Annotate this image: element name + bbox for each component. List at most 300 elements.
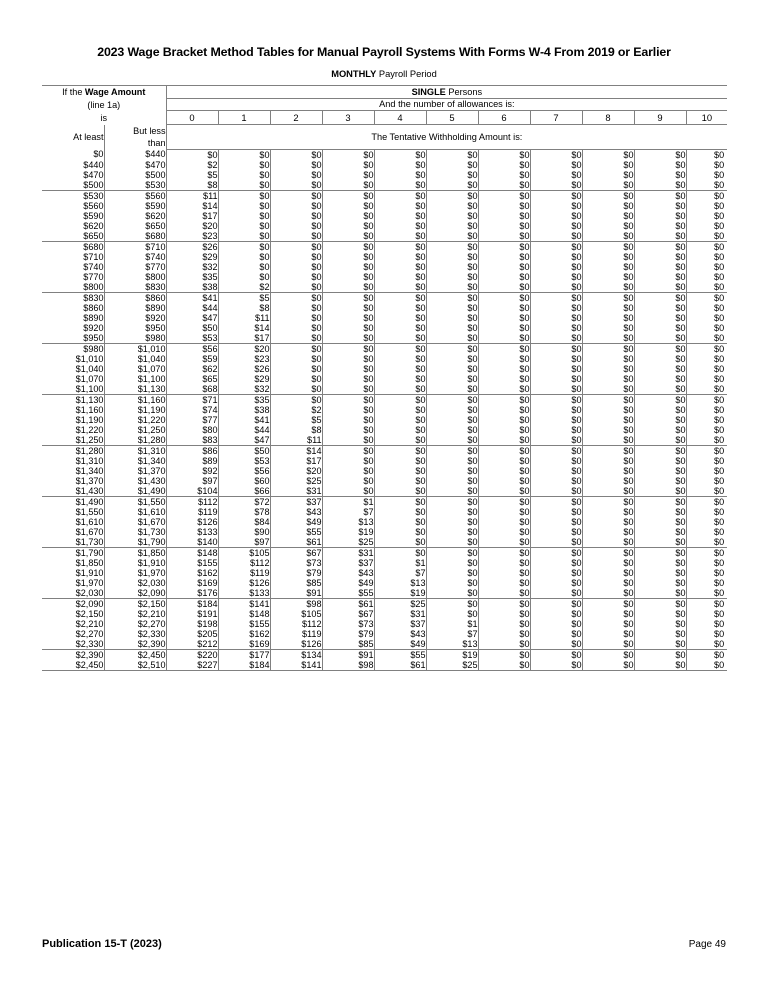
- cell-withholding-allowance-1: $84: [218, 517, 270, 527]
- cell-withholding-allowance-4: $0: [374, 547, 426, 558]
- cell-withholding-allowance-3: $0: [322, 364, 374, 374]
- cell-withholding-allowance-9: $0: [634, 241, 686, 252]
- cell-withholding-allowance-0: $89: [166, 456, 218, 466]
- cell-withholding-allowance-6: $0: [478, 252, 530, 262]
- cell-withholding-allowance-4: $0: [374, 374, 426, 384]
- cell-withholding-allowance-9: $0: [634, 170, 686, 180]
- cell-withholding-allowance-9: $0: [634, 374, 686, 384]
- wage-amount-prefix: If the: [62, 86, 85, 97]
- cell-but-less-than: $740: [104, 252, 166, 262]
- cell-withholding-allowance-0: $35: [166, 272, 218, 282]
- cell-withholding-allowance-0: $155: [166, 558, 218, 568]
- cell-withholding-allowance-3: $43: [322, 568, 374, 578]
- cell-at-least: $0: [42, 149, 104, 160]
- cell-withholding-allowance-8: $0: [582, 466, 634, 476]
- cell-withholding-allowance-3: $67: [322, 609, 374, 619]
- cell-withholding-allowance-1: $0: [218, 149, 270, 160]
- cell-withholding-allowance-7: $0: [530, 639, 582, 650]
- cell-withholding-allowance-8: $0: [582, 598, 634, 609]
- cell-withholding-allowance-6: $0: [478, 425, 530, 435]
- cell-withholding-allowance-6: $0: [478, 578, 530, 588]
- cell-but-less-than: $1,430: [104, 476, 166, 486]
- cell-withholding-allowance-7: $0: [530, 160, 582, 170]
- cell-withholding-allowance-9: $0: [634, 660, 686, 671]
- cell-withholding-allowance-7: $0: [530, 292, 582, 303]
- cell-withholding-allowance-9: $0: [634, 190, 686, 201]
- cell-withholding-allowance-10: $0: [714, 261, 725, 272]
- table-row: [42, 149, 727, 160]
- cell-withholding-allowance-3: $0: [322, 374, 374, 384]
- cell-withholding-allowance-0: $220: [166, 649, 218, 660]
- cell-withholding-allowance-2: $8: [270, 425, 322, 435]
- cell-withholding-allowance-2: $0: [270, 292, 322, 303]
- cell-withholding-allowance-10: $0: [714, 353, 725, 364]
- cell-withholding-allowance-10: $0: [686, 496, 727, 507]
- cell-withholding-allowance-6: $0: [478, 568, 530, 578]
- cell-withholding-allowance-0: $126: [166, 517, 218, 527]
- cell-withholding-allowance-4: $0: [374, 456, 426, 466]
- cell-withholding-allowance-2: $0: [270, 354, 322, 364]
- cell-withholding-allowance-5: $0: [426, 211, 478, 221]
- cell-withholding-allowance-8: $0: [582, 292, 634, 303]
- cell-withholding-allowance-8: $0: [582, 201, 634, 211]
- table-row: [42, 517, 727, 527]
- cell-withholding-allowance-1: $72: [218, 496, 270, 507]
- cell-withholding-allowance-9: $0: [634, 323, 686, 333]
- table-row: [42, 364, 727, 374]
- cell-withholding-allowance-4: $0: [374, 527, 426, 537]
- cell-withholding-allowance-3: $25: [322, 537, 374, 548]
- cell-withholding-allowance-8: $0: [582, 252, 634, 262]
- cell-withholding-allowance-4: $7: [374, 568, 426, 578]
- cell-withholding-allowance-4: $0: [374, 425, 426, 435]
- cell-withholding-allowance-3: $0: [322, 282, 374, 293]
- cell-withholding-allowance-10: $0: [714, 322, 725, 333]
- cell-withholding-allowance-3: $0: [322, 435, 374, 446]
- cell-withholding-allowance-6: $0: [478, 466, 530, 476]
- cell-withholding-allowance-7: $0: [530, 649, 582, 660]
- cell-withholding-allowance-10: $0: [686, 394, 727, 405]
- header-row-status: [42, 85, 727, 98]
- cell-withholding-allowance-9: $0: [634, 221, 686, 231]
- allowance-col-7: 7: [530, 111, 582, 125]
- cell-withholding-allowance-4: $0: [374, 486, 426, 497]
- cell-withholding-allowance-5: $0: [426, 354, 478, 364]
- cell-withholding-allowance-5: $0: [426, 496, 478, 507]
- cell-withholding-allowance-1: $97: [218, 537, 270, 548]
- but-less-than-header: [104, 125, 166, 150]
- cell-withholding-allowance-3: $0: [322, 231, 374, 242]
- cell-withholding-allowance-2: $61: [270, 537, 322, 548]
- cell-withholding-allowance-10: $0: [714, 628, 725, 639]
- cell-withholding-allowance-4: $0: [374, 496, 426, 507]
- cell-withholding-allowance-4: $25: [374, 598, 426, 609]
- cell-at-least: $1,370: [42, 476, 104, 486]
- cell-withholding-allowance-9: $0: [634, 231, 686, 242]
- cell-withholding-allowance-7: $0: [530, 660, 582, 671]
- cell-but-less-than: $1,070: [104, 364, 166, 374]
- cell-withholding-allowance-6: $0: [478, 333, 530, 344]
- cell-withholding-allowance-9: $0: [634, 160, 686, 170]
- cell-at-least: $1,910: [42, 568, 104, 578]
- cell-withholding-allowance-7: $0: [530, 425, 582, 435]
- cell-withholding-allowance-0: $56: [166, 343, 218, 354]
- cell-withholding-allowance-8: $0: [582, 384, 634, 395]
- cell-withholding-allowance-1: $29: [218, 374, 270, 384]
- cell-but-less-than: $2,150: [104, 598, 166, 609]
- cell-withholding-allowance-9: $0: [634, 527, 686, 537]
- cell-but-less-than: $1,280: [104, 435, 166, 446]
- cell-at-least: $680: [42, 241, 104, 252]
- cell-withholding-allowance-6: $0: [478, 405, 530, 415]
- cell-but-less-than: $1,040: [104, 354, 166, 364]
- cell-withholding-allowance-3: $0: [322, 303, 374, 313]
- cell-withholding-allowance-5: $0: [426, 313, 478, 323]
- cell-but-less-than: $2,030: [104, 578, 166, 588]
- cell-at-least: $800: [42, 282, 104, 293]
- cell-withholding-allowance-6: $0: [478, 507, 530, 517]
- cell-but-less-than: $860: [104, 292, 166, 303]
- cell-withholding-allowance-10: $0: [714, 516, 725, 527]
- cell-withholding-allowance-10: $0: [686, 343, 727, 354]
- cell-withholding-allowance-2: $0: [270, 241, 322, 252]
- cell-at-least: $1,550: [42, 507, 104, 517]
- cell-withholding-allowance-2: $37: [270, 496, 322, 507]
- cell-withholding-allowance-7: $0: [530, 558, 582, 568]
- cell-withholding-allowance-8: $0: [582, 568, 634, 578]
- cell-withholding-allowance-0: $20: [166, 221, 218, 231]
- cell-withholding-allowance-4: $0: [374, 262, 426, 272]
- cell-withholding-allowance-1: $0: [218, 221, 270, 231]
- cell-withholding-allowance-0: $83: [166, 435, 218, 446]
- table-row: [42, 527, 727, 537]
- cell-at-least: $1,490: [42, 496, 104, 507]
- cell-withholding-allowance-6: $0: [478, 456, 530, 466]
- cell-withholding-allowance-6: $0: [478, 231, 530, 242]
- cell-withholding-allowance-8: $0: [582, 282, 634, 293]
- cell-withholding-allowance-7: $0: [530, 394, 582, 405]
- wage-amount-line2: (line 1a): [87, 99, 121, 110]
- cell-withholding-allowance-8: $0: [582, 486, 634, 497]
- cell-at-least: $1,100: [42, 384, 104, 395]
- table-row: [42, 568, 727, 578]
- cell-withholding-allowance-2: $0: [270, 323, 322, 333]
- table-row: [42, 537, 727, 548]
- cell-withholding-allowance-9: $0: [634, 619, 686, 629]
- cell-withholding-allowance-7: $0: [530, 578, 582, 588]
- cell-withholding-allowance-6: $0: [478, 537, 530, 548]
- table-row: [42, 547, 727, 558]
- cell-withholding-allowance-9: $0: [634, 537, 686, 548]
- cell-withholding-allowance-1: $2: [218, 282, 270, 293]
- cell-withholding-allowance-1: $0: [218, 170, 270, 180]
- cell-withholding-allowance-9: $0: [634, 445, 686, 456]
- cell-withholding-allowance-9: $0: [634, 333, 686, 344]
- cell-withholding-allowance-9: $0: [634, 609, 686, 619]
- cell-withholding-allowance-10: $0: [714, 169, 725, 180]
- cell-withholding-allowance-9: $0: [634, 507, 686, 517]
- table-row: [42, 333, 727, 344]
- cell-withholding-allowance-10: $0: [714, 302, 725, 313]
- cell-but-less-than: $1,550: [104, 496, 166, 507]
- cell-withholding-allowance-9: $0: [634, 425, 686, 435]
- cell-withholding-allowance-4: $0: [374, 405, 426, 415]
- cell-withholding-allowance-4: $0: [374, 160, 426, 170]
- cell-withholding-allowance-0: $23: [166, 231, 218, 242]
- cell-withholding-allowance-3: $0: [322, 384, 374, 395]
- cell-withholding-allowance-7: $0: [530, 231, 582, 242]
- table-row: [42, 343, 727, 354]
- cell-withholding-allowance-6: $0: [478, 496, 530, 507]
- table-row: [42, 282, 727, 293]
- table-row: [42, 456, 727, 466]
- cell-withholding-allowance-1: $0: [218, 252, 270, 262]
- cell-withholding-allowance-10: $0: [714, 251, 725, 262]
- cell-withholding-allowance-5: $0: [426, 547, 478, 558]
- header-row-subcolumns: [42, 125, 727, 150]
- cell-withholding-allowance-7: $0: [530, 568, 582, 578]
- cell-withholding-allowance-1: $0: [218, 190, 270, 201]
- cell-at-least: $1,790: [42, 547, 104, 558]
- cell-at-least: $860: [42, 303, 104, 313]
- cell-withholding-allowance-4: $0: [374, 435, 426, 446]
- cell-withholding-allowance-9: $0: [634, 292, 686, 303]
- cell-withholding-allowance-10: $0: [714, 424, 725, 435]
- cell-withholding-allowance-10: $0: [714, 434, 725, 445]
- cell-withholding-allowance-10: $0: [714, 281, 725, 292]
- cell-withholding-allowance-4: $0: [374, 292, 426, 303]
- cell-withholding-allowance-1: $0: [218, 211, 270, 221]
- cell-withholding-allowance-0: $41: [166, 292, 218, 303]
- cell-withholding-allowance-0: $184: [166, 598, 218, 609]
- cell-withholding-allowance-3: $49: [322, 578, 374, 588]
- cell-withholding-allowance-0: $53: [166, 333, 218, 344]
- cell-at-least: $530: [42, 190, 104, 201]
- cell-withholding-allowance-0: $86: [166, 445, 218, 456]
- cell-withholding-allowance-0: $8: [166, 180, 218, 191]
- cell-withholding-allowance-4: $19: [374, 588, 426, 599]
- cell-withholding-allowance-2: $0: [270, 303, 322, 313]
- cell-withholding-allowance-8: $0: [582, 507, 634, 517]
- withholding-table: [42, 85, 727, 671]
- cell-withholding-allowance-4: $37: [374, 619, 426, 629]
- cell-withholding-allowance-8: $0: [582, 374, 634, 384]
- cell-withholding-allowance-4: $0: [374, 231, 426, 242]
- cell-withholding-allowance-9: $0: [634, 466, 686, 476]
- cell-withholding-allowance-5: $0: [426, 221, 478, 231]
- cell-withholding-allowance-1: $126: [218, 578, 270, 588]
- cell-withholding-allowance-0: $140: [166, 537, 218, 548]
- cell-withholding-allowance-6: $0: [478, 201, 530, 211]
- cell-withholding-allowance-2: $98: [270, 598, 322, 609]
- cell-withholding-allowance-6: $0: [478, 313, 530, 323]
- table-row: [42, 507, 727, 517]
- cell-withholding-allowance-1: $177: [218, 649, 270, 660]
- cell-withholding-allowance-3: $0: [322, 354, 374, 364]
- cell-withholding-allowance-4: $31: [374, 609, 426, 619]
- cell-withholding-allowance-0: $38: [166, 282, 218, 293]
- allowance-col-2: 2: [270, 111, 322, 125]
- cell-but-less-than: $950: [104, 323, 166, 333]
- cell-at-least: $1,250: [42, 435, 104, 446]
- cell-at-least: $2,390: [42, 649, 104, 660]
- cell-withholding-allowance-5: $0: [426, 598, 478, 609]
- cell-withholding-allowance-7: $0: [530, 221, 582, 231]
- cell-withholding-allowance-6: $0: [478, 211, 530, 221]
- cell-withholding-allowance-4: $0: [374, 507, 426, 517]
- cell-at-least: $2,150: [42, 609, 104, 619]
- table-row: [42, 466, 727, 476]
- cell-withholding-allowance-6: $0: [478, 558, 530, 568]
- cell-at-least: $1,670: [42, 527, 104, 537]
- cell-but-less-than: $1,610: [104, 507, 166, 517]
- cell-at-least: $1,130: [42, 394, 104, 405]
- cell-at-least: $770: [42, 272, 104, 282]
- cell-withholding-allowance-3: $61: [322, 598, 374, 609]
- cell-withholding-allowance-9: $0: [634, 456, 686, 466]
- cell-withholding-allowance-1: $184: [218, 660, 270, 671]
- cell-withholding-allowance-0: $32: [166, 262, 218, 272]
- cell-withholding-allowance-6: $0: [478, 262, 530, 272]
- cell-but-less-than: $2,330: [104, 629, 166, 639]
- cell-but-less-than: $830: [104, 282, 166, 293]
- cell-withholding-allowance-8: $0: [582, 435, 634, 446]
- cell-withholding-allowance-8: $0: [582, 211, 634, 221]
- cell-withholding-allowance-1: $53: [218, 456, 270, 466]
- cell-withholding-allowance-0: $133: [166, 527, 218, 537]
- cell-withholding-allowance-0: $191: [166, 609, 218, 619]
- cell-withholding-allowance-7: $0: [530, 211, 582, 221]
- cell-withholding-allowance-3: $1: [322, 496, 374, 507]
- cell-withholding-allowance-3: $0: [322, 241, 374, 252]
- cell-withholding-allowance-4: $43: [374, 629, 426, 639]
- cell-withholding-allowance-5: $0: [426, 435, 478, 446]
- cell-withholding-allowance-10: $0: [714, 149, 725, 160]
- cell-withholding-allowance-9: $0: [634, 262, 686, 272]
- cell-withholding-allowance-2: $14: [270, 445, 322, 456]
- cell-but-less-than: $500: [104, 170, 166, 180]
- cell-withholding-allowance-6: $0: [478, 517, 530, 527]
- cell-withholding-allowance-3: $7: [322, 507, 374, 517]
- cell-withholding-allowance-4: $0: [374, 537, 426, 548]
- table-row: [42, 201, 727, 211]
- cell-withholding-allowance-7: $0: [530, 466, 582, 476]
- cell-at-least: $2,450: [42, 660, 104, 671]
- cell-withholding-allowance-5: $0: [426, 160, 478, 170]
- wage-amount-line3: is: [100, 112, 108, 123]
- cell-withholding-allowance-5: $0: [426, 374, 478, 384]
- cell-withholding-allowance-2: $0: [270, 374, 322, 384]
- cell-withholding-allowance-1: $0: [218, 272, 270, 282]
- table-row: [42, 649, 727, 660]
- cell-withholding-allowance-6: $0: [478, 649, 530, 660]
- cell-withholding-allowance-0: $59: [166, 354, 218, 364]
- cell-withholding-allowance-5: $0: [426, 190, 478, 201]
- cell-but-less-than: $1,370: [104, 466, 166, 476]
- table-row: [42, 435, 727, 446]
- cell-withholding-allowance-4: $55: [374, 649, 426, 660]
- cell-withholding-allowance-7: $0: [530, 476, 582, 486]
- cell-withholding-allowance-2: $31: [270, 486, 322, 497]
- cell-withholding-allowance-9: $0: [634, 415, 686, 425]
- cell-withholding-allowance-7: $0: [530, 190, 582, 201]
- cell-withholding-allowance-0: $92: [166, 466, 218, 476]
- cell-withholding-allowance-0: $11: [166, 190, 218, 201]
- cell-withholding-allowance-2: $20: [270, 466, 322, 476]
- cell-but-less-than: $980: [104, 333, 166, 344]
- table-row: [42, 629, 727, 639]
- cell-but-less-than: $440: [104, 149, 166, 160]
- table-row: [42, 558, 727, 568]
- cell-withholding-allowance-3: $0: [322, 456, 374, 466]
- cell-at-least: $1,340: [42, 466, 104, 476]
- cell-withholding-allowance-1: $5: [218, 292, 270, 303]
- cell-withholding-allowance-9: $0: [634, 476, 686, 486]
- cell-withholding-allowance-0: $162: [166, 568, 218, 578]
- cell-withholding-allowance-5: $0: [426, 537, 478, 548]
- cell-withholding-allowance-8: $0: [582, 262, 634, 272]
- cell-withholding-allowance-5: $0: [426, 527, 478, 537]
- cell-withholding-allowance-7: $0: [530, 201, 582, 211]
- cell-withholding-allowance-10: $0: [686, 660, 727, 671]
- allowance-col-0: 0: [166, 111, 218, 125]
- cell-at-least: $2,330: [42, 639, 104, 650]
- cell-withholding-allowance-9: $0: [634, 517, 686, 527]
- cell-withholding-allowance-3: $0: [322, 486, 374, 497]
- allowances-header: And the number of allowances is:: [166, 98, 727, 111]
- cell-withholding-allowance-7: $0: [530, 180, 582, 191]
- cell-but-less-than: $1,130: [104, 384, 166, 395]
- cell-withholding-allowance-7: $0: [530, 415, 582, 425]
- cell-withholding-allowance-2: $73: [270, 558, 322, 568]
- cell-withholding-allowance-10: $0: [714, 159, 725, 170]
- cell-withholding-allowance-0: $17: [166, 211, 218, 221]
- cell-withholding-allowance-1: $56: [218, 466, 270, 476]
- cell-withholding-allowance-10: $0: [686, 547, 727, 558]
- cell-but-less-than: $2,390: [104, 639, 166, 650]
- cell-but-less-than: $1,160: [104, 394, 166, 405]
- cell-withholding-allowance-10: $0: [714, 312, 725, 323]
- table-row: [42, 445, 727, 456]
- cell-withholding-allowance-5: $0: [426, 241, 478, 252]
- cell-withholding-allowance-8: $0: [582, 629, 634, 639]
- cell-but-less-than: $590: [104, 201, 166, 211]
- cell-withholding-allowance-0: $68: [166, 384, 218, 395]
- cell-withholding-allowance-6: $0: [478, 639, 530, 650]
- cell-withholding-allowance-7: $0: [530, 303, 582, 313]
- cell-withholding-allowance-4: $0: [374, 394, 426, 405]
- cell-withholding-allowance-8: $0: [582, 445, 634, 456]
- cell-but-less-than: $620: [104, 211, 166, 221]
- cell-withholding-allowance-1: $133: [218, 588, 270, 599]
- cell-withholding-allowance-7: $0: [530, 313, 582, 323]
- cell-withholding-allowance-6: $0: [478, 323, 530, 333]
- cell-withholding-allowance-4: $13: [374, 578, 426, 588]
- cell-withholding-allowance-8: $0: [582, 639, 634, 650]
- cell-withholding-allowance-4: $0: [374, 252, 426, 262]
- cell-withholding-allowance-0: $14: [166, 201, 218, 211]
- cell-but-less-than: $1,310: [104, 445, 166, 456]
- cell-withholding-allowance-0: $212: [166, 639, 218, 650]
- cell-withholding-allowance-3: $79: [322, 629, 374, 639]
- cell-withholding-allowance-3: $0: [322, 343, 374, 354]
- cell-withholding-allowance-1: $112: [218, 558, 270, 568]
- wage-amount-bold: Wage Amount: [84, 86, 146, 97]
- cell-withholding-allowance-9: $0: [634, 303, 686, 313]
- table-row: [42, 323, 727, 333]
- cell-withholding-allowance-7: $0: [530, 333, 582, 344]
- cell-withholding-allowance-3: $0: [322, 323, 374, 333]
